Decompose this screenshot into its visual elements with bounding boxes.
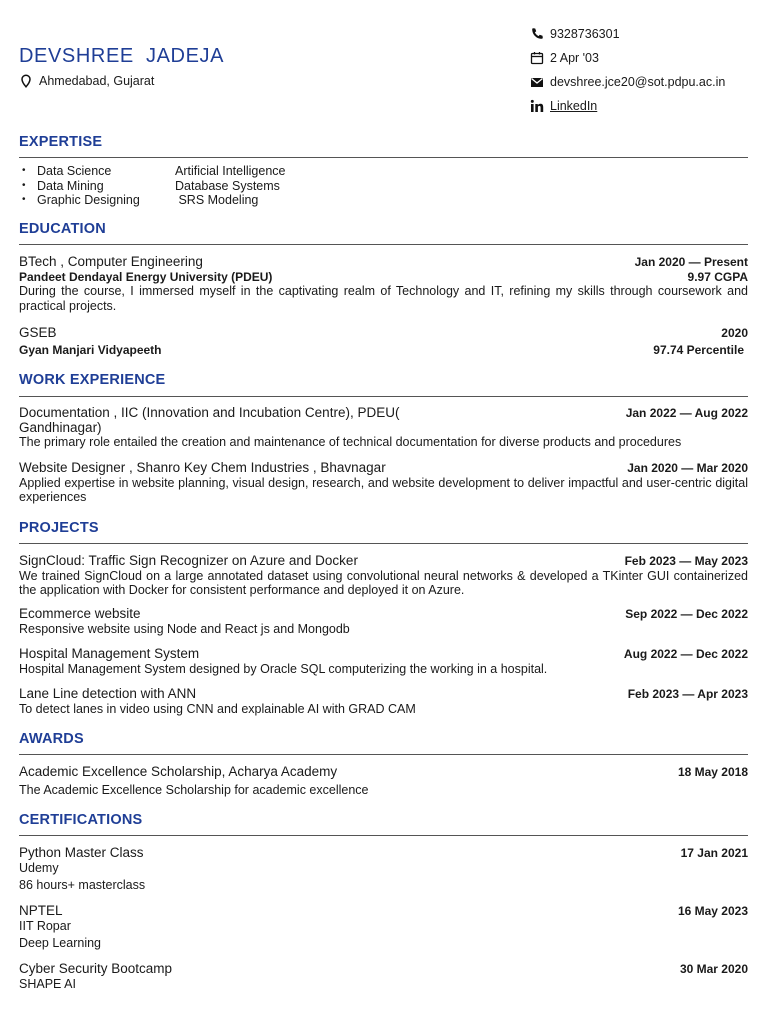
entry-description: To detect lanes in video using CNN and explainable AI with GRAD CAM [19, 701, 416, 716]
dob-row [530, 46, 725, 70]
email-row [530, 70, 725, 94]
section-title-certifications: CERTIFICATIONS [19, 812, 143, 828]
job-title: Website Designer , Shanro Key Chem Industries , Bhavnagar [19, 460, 386, 475]
project-entry [19, 687, 748, 716]
phone-row [530, 22, 725, 46]
section-divider [19, 157, 748, 158]
certification-entry [19, 962, 748, 991]
entry-date: 16 May 2023 [677, 904, 748, 918]
location-text: Ahmedabad, Gujarat [39, 74, 155, 88]
section-divider [19, 244, 748, 245]
section-title-work-experience: WORK EXPERIENCE [19, 372, 166, 388]
linkedin-link[interactable]: LinkedIn [550, 99, 598, 113]
entry-date: Feb 2023 — Apr 2023 [627, 687, 748, 701]
certification-detail: Deep Learning [19, 936, 102, 950]
project-entry [19, 607, 748, 636]
certification-title: NPTEL [19, 903, 63, 918]
entry-description: The Academic Excellence Scholarship for academic excellence [19, 782, 369, 797]
email-address[interactable]: devshree.jce20@sot.pdpu.ac.in [550, 75, 726, 89]
section-title-education: EDUCATION [19, 221, 106, 237]
certification-issuer: Udemy [19, 860, 59, 875]
linkedin-row [530, 94, 725, 118]
list-item: • Graphic Designing [19, 193, 175, 208]
entry-description: Hospital Management System designed by Oracle SQL computerizing the working in a hospital. [19, 661, 548, 676]
entry-description: We trained SignCloud on a large annotated dataset using convolutional neural networks & developed a TKinter GUI containerized the application with Docker for consistent performance and deployed it on Azure. [19, 568, 748, 597]
expertise-column-1 [19, 164, 175, 208]
entry-date: Jan 2020 — Mar 2020 [627, 461, 748, 475]
certification-issuer: IIT Ropar [19, 918, 71, 933]
certification-issuer: SHAPE AI [19, 976, 76, 991]
score: 9.97 CGPA [687, 269, 748, 284]
section-divider [19, 754, 748, 755]
project-title: Hospital Management System [19, 646, 200, 661]
section-title-projects: PROJECTS [19, 520, 99, 536]
award-title: Academic Excellence Scholarship, Acharya Academy [19, 764, 338, 779]
degree-title: GSEB [19, 325, 57, 340]
work-entry [19, 461, 748, 505]
certification-title: Python Master Class [19, 845, 144, 860]
entry-description: The primary role entailed the creation and maintenance of technical documentation for diverse products and procedures [19, 435, 682, 449]
entry-date: 2020 [721, 326, 748, 340]
entry-description: Applied expertise in website planning, visual design, research, and website development to deliver impactful and user-centric digital experiences [19, 475, 748, 504]
list-item: • Data Science [19, 164, 175, 179]
linkedin-icon [530, 99, 544, 113]
institution-name: Gyan Manjari Vidyapeeth [19, 342, 162, 357]
contact-block [530, 22, 725, 118]
project-entry [19, 554, 748, 598]
award-entry [19, 765, 748, 797]
phone-icon [530, 27, 544, 41]
section-title-awards: AWARDS [19, 731, 84, 747]
entry-date: Jan 2022 — Aug 2022 [625, 406, 748, 420]
calendar-icon [530, 51, 544, 65]
entry-date: 30 Mar 2020 [679, 962, 748, 976]
expertise-column-2 [175, 164, 375, 208]
certification-entry [19, 904, 748, 951]
section-divider [19, 543, 748, 544]
entry-date: Aug 2022 — Dec 2022 [623, 647, 748, 661]
certification-detail: 86 hours+ masterclass [19, 878, 146, 892]
project-title: SignCloud: Traffic Sign Recognizer on Azure and Docker [19, 553, 358, 568]
location [19, 74, 154, 88]
score: 97.74 Percentile [653, 342, 744, 357]
work-entry [19, 406, 748, 450]
entry-description: Responsive website using Node and React js and Mongodb [19, 621, 350, 636]
education-entry [19, 326, 748, 357]
institution-name: Pandeet Dendayal Energy University (PDEU) [19, 269, 273, 284]
entry-date: 17 Jan 2021 [680, 846, 748, 860]
entry-date: Jan 2020 — Present [634, 255, 748, 269]
job-title: Documentation , IIC (Innovation and Incubation Centre), PDEU( Gandhinagar) [19, 405, 400, 435]
project-title: Ecommerce website [19, 606, 141, 621]
section-title-expertise: EXPERTISE [19, 134, 103, 150]
education-entry [19, 255, 748, 313]
project-title: Lane Line detection with ANN [19, 686, 197, 701]
project-entry [19, 647, 748, 676]
section-divider [19, 835, 748, 836]
certification-entry [19, 846, 748, 893]
phone-number: 9328736301 [550, 27, 620, 41]
list-item: Artificial Intelligence [175, 164, 286, 178]
entry-description: During the course, I immersed myself in the captivating realm of Technology and IT, refining my skills through coursework and practical projects. [19, 284, 748, 313]
envelope-icon [530, 75, 544, 89]
entry-date: Feb 2023 — May 2023 [624, 554, 748, 568]
entry-date: Sep 2022 — Dec 2022 [625, 607, 748, 621]
degree-title: BTech , Computer Engineering [19, 254, 203, 269]
expertise-list [19, 164, 375, 208]
map-pin-icon [19, 74, 33, 88]
list-item: • Data Mining [19, 179, 175, 194]
candidate-name: DEVSHREE JADEJA [19, 45, 225, 67]
date-of-birth: 2 Apr '03 [550, 51, 599, 65]
list-item: Database Systems [175, 178, 280, 193]
list-item: SRS Modeling [175, 193, 259, 207]
entry-date: 18 May 2018 [677, 765, 748, 779]
section-divider [19, 396, 748, 397]
certification-title: Cyber Security Bootcamp [19, 961, 173, 976]
